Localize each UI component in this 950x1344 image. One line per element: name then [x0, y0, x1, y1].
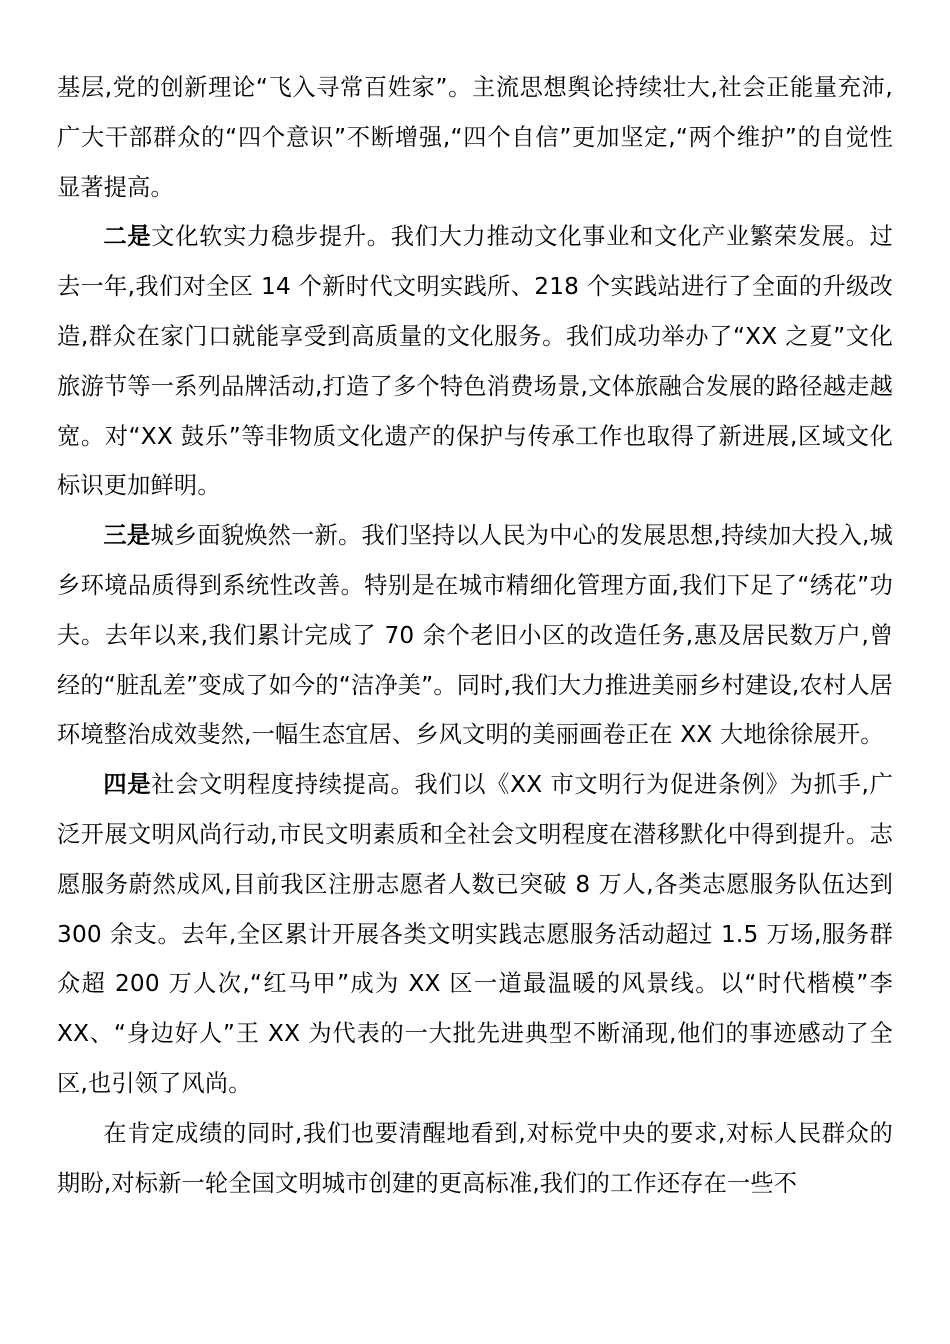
paragraph-social-civility [57, 760, 893, 1109]
paragraph-text: 基层,党的创新理论“飞入寻常百姓家”。主流思想舆论持续壮大,社会正能量充沛,广大干部群众的“四个意识”不断增强,“四个自信”更加坚定,“两个维护”的自觉性显著提高。 [57, 74, 893, 201]
paragraph-lead: 二是 [103, 223, 152, 251]
paragraph-text: 文化软实力稳步提升。我们大力推动文化事业和文化产业繁荣发展。过去一年,我们对全区 14 个新时代文明实践所、218 个实践站进行了全面的升级改造,群众在家门口就能享受到高质量的文化服务。我们成功举办了“XX 之夏”文化旅游节等一系列品牌活动,打造了多个特色消费场景,文体旅融合发展的路径越走越宽。对“XX 鼓乐”等非物质文化遗产的保护与传承工作也取得了新进展,区域文化标识更加鲜明。 [57, 223, 893, 500]
paragraph-urban-rural-appearance [57, 511, 893, 760]
paragraph-lead: 三是 [103, 522, 151, 550]
paragraph-text: 在肯定成绩的同时,我们也要清醒地看到,对标党中央的要求,对标人民群众的期盼,对标新一轮全国文明城市创建的更高标准,我们的工作还存在一些不 [57, 1119, 893, 1197]
paragraph-text: 社会文明程度持续提高。我们以《XX 市文明行为促进条例》为抓手,广泛开展文明风尚行动,市民文明素质和全社会文明程度在潜移默化中得到提升。志愿服务蔚然成风,目前我区注册志愿者人数已突破 8 万人,各类志愿服务队伍达到 300 余支。去年,全区累计开展各类文明实践志愿服务活动超过 1.5 万场,服务群众超 200 万人次,“红马甲”成为 XX 区一道最温暖的风景线。以“时代楷模”李 XX、“身边好人”王 XX 为代表的一大批先进典型不断涌现,他们的事迹感动了全区,也引领了风尚。 [57, 771, 893, 1097]
paragraph-ideology-summary [57, 63, 893, 212]
document-page [57, 63, 893, 1208]
paragraph-shortcomings-intro [57, 1109, 893, 1209]
paragraph-lead: 四是 [103, 771, 152, 799]
paragraph-text: 城乡面貌焕然一新。我们坚持以人民为中心的发展思想,持续加大投入,城乡环境品质得到系统性改善。特别是在城市精细化管理方面,我们下足了“绣花”功夫。去年以来,我们累计完成了 70 余个老旧小区的改造任务,惠及居民数万户,曾经的“脏乱差”变成了如今的“洁净美”。同时,我们大力推进美丽乡村建设,农村人居环境整治成效斐然,一幅生态宜居、乡风文明的美丽画卷正在 XX 大地徐徐展开。 [57, 522, 893, 749]
paragraph-cultural-soft-power [57, 212, 893, 511]
